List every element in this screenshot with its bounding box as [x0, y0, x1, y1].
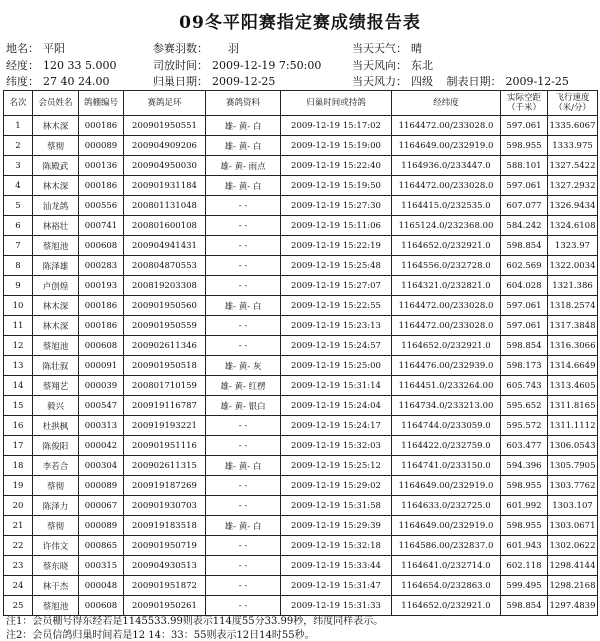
pigeon-info-cell: 雄- 黄- 白 [206, 296, 281, 316]
pigeon-info-cell: 雄- 黄- 白 [206, 136, 281, 156]
loft-number-cell: 000304 [79, 456, 124, 476]
coordinates-cell: 1164586.00/232837.0 [392, 536, 501, 556]
pigeon-info-cell: - - [206, 576, 281, 596]
distance-cell: 594.396 [501, 456, 548, 476]
arrival-time-cell: 2009-12-19 15:11:06 [281, 216, 392, 236]
rank-cell: 21 [4, 516, 33, 536]
coordinates-cell: 1164652.0/232921.0 [392, 596, 501, 616]
speed-cell: 1322.0034 [548, 256, 598, 276]
coordinates-cell: 1164649.00/232919.0 [392, 476, 501, 496]
table-row [4, 336, 598, 356]
ring-number-cell: 200902611315 [124, 456, 206, 476]
table-row [4, 416, 598, 436]
lon-label: 经度： [6, 59, 39, 72]
arrival-time-cell: 2009-12-19 15:23:13 [281, 316, 392, 336]
col-time-header: 归巢时间或持鸽 [281, 91, 392, 116]
arrival-time-cell: 2009-12-19 15:25:12 [281, 456, 392, 476]
ring-number-cell: 200904930513 [124, 556, 206, 576]
arrival-time-cell: 2009-12-19 15:19:50 [281, 176, 392, 196]
ring-number-cell: 200901950559 [124, 316, 206, 336]
loft-number-cell: 000186 [79, 316, 124, 336]
coordinates-cell: 1164321.0/232821.0 [392, 276, 501, 296]
speed-cell: 1335.6067 [548, 116, 598, 136]
distance-cell: 598.955 [501, 516, 548, 536]
distance-cell: 598.955 [501, 476, 548, 496]
close-info [153, 73, 275, 89]
note-2: 注2：会员信鸽归巢时间若是12 14：33：55则表示12日14时55秒。 [6, 630, 315, 641]
lat-label: 纬度： [6, 75, 39, 88]
distance-cell: 598.854 [501, 336, 548, 356]
wind-force-label: 当天风力： [352, 75, 407, 88]
table-row [4, 236, 598, 256]
coordinates-cell: 1164422.0/232759.0 [392, 436, 501, 456]
ring-number-cell: 200901950560 [124, 296, 206, 316]
rank-cell: 3 [4, 156, 33, 176]
ring-number-cell: 200819203308 [124, 276, 206, 296]
pigeon-info-cell: - - [206, 196, 281, 216]
table-row [4, 276, 598, 296]
ring-number-cell: 200801131048 [124, 196, 206, 216]
ring-number-cell: 200901950719 [124, 536, 206, 556]
table-row [4, 476, 598, 496]
rank-cell: 13 [4, 356, 33, 376]
place-info [6, 40, 65, 56]
coordinates-cell: 1164472.00/233028.0 [392, 296, 501, 316]
loft-number-cell: 000048 [79, 576, 124, 596]
arrival-time-cell: 2009-12-19 15:32:03 [281, 436, 392, 456]
loft-number-cell: 000089 [79, 136, 124, 156]
rank-cell: 15 [4, 396, 33, 416]
loft-number-cell: 000089 [79, 516, 124, 536]
lon-value: 120 33 5.000 [43, 59, 117, 72]
pigeon-info-cell: 雄- 黄- 灰 [206, 356, 281, 376]
table-row [4, 536, 598, 556]
col-speed-header: 飞行速度（米/分） [548, 91, 598, 116]
member-name-cell: 蔡旭池 [33, 236, 79, 256]
arrival-time-cell: 2009-12-19 15:25:48 [281, 256, 392, 276]
loft-number-cell: 000067 [79, 496, 124, 516]
rank-cell: 8 [4, 256, 33, 276]
coordinates-cell: 1165124.0/232368.00 [392, 216, 501, 236]
arrival-time-cell: 2009-12-19 15:27:30 [281, 196, 392, 216]
note-1: 注1：会员棚号得东经若是1145533.99则表示114度55分33.99秒，纬度同样表示。 [6, 616, 384, 627]
arrival-time-cell: 2009-12-19 15:33:44 [281, 556, 392, 576]
speed-cell: 1314.6649 [548, 356, 598, 376]
speed-cell: 1303.0671 [548, 516, 598, 536]
table-body [4, 116, 598, 616]
speed-cell: 1303.7762 [548, 476, 598, 496]
table-row [4, 356, 598, 376]
rank-cell: 23 [4, 556, 33, 576]
weather-label: 当天天气： [352, 42, 407, 55]
speed-cell: 1327.2932 [548, 176, 598, 196]
coordinates-cell: 1164741.0/233150.0 [392, 456, 501, 476]
table-row [4, 556, 598, 576]
distance-cell: 597.061 [501, 316, 548, 336]
ring-number-cell: 200904941431 [124, 236, 206, 256]
release-info [153, 57, 321, 73]
release-label: 司放时间： [153, 59, 208, 72]
pigeon-info-cell: - - [206, 256, 281, 276]
ring-number-cell: 200901950551 [124, 116, 206, 136]
table-row [4, 316, 598, 336]
table-row [4, 456, 598, 476]
loft-number-cell: 000865 [79, 536, 124, 556]
col-name-header: 会员姓名 [33, 91, 79, 116]
loft-number-cell: 000313 [79, 416, 124, 436]
coordinates-cell: 1164654.0/232863.0 [392, 576, 501, 596]
arrival-time-cell: 2009-12-19 15:22:19 [281, 236, 392, 256]
col-coord-header: 经纬度 [392, 91, 501, 116]
rank-cell: 9 [4, 276, 33, 296]
table-row [4, 396, 598, 416]
rank-cell: 16 [4, 416, 33, 436]
member-name-cell: 李若合 [33, 456, 79, 476]
table-header-row [4, 91, 598, 116]
arrival-time-cell: 2009-12-19 15:29:02 [281, 476, 392, 496]
member-name-cell: 林木深 [33, 316, 79, 336]
col-rank-header: 名次 [4, 91, 33, 116]
lat-value: 27 40 24.00 [43, 75, 110, 88]
coordinates-cell: 1164744.0/233059.0 [392, 416, 501, 436]
speed-cell: 1323.97 [548, 236, 598, 256]
table-row [4, 136, 598, 156]
coordinates-cell: 1164472.00/233028.0 [392, 116, 501, 136]
ring-number-cell: 200901950261 [124, 596, 206, 616]
member-name-cell: 汕龙鸽 [33, 196, 79, 216]
member-name-cell: 蔡东晓 [33, 556, 79, 576]
distance-cell: 597.061 [501, 296, 548, 316]
ring-number-cell: 200901950518 [124, 356, 206, 376]
rank-cell: 20 [4, 496, 33, 516]
distance-cell: 588.101 [501, 156, 548, 176]
speed-cell: 1306.0543 [548, 436, 598, 456]
close-value: 2009-12-25 [212, 75, 276, 88]
count-info [153, 40, 239, 56]
rank-cell: 25 [4, 596, 33, 616]
pigeon-info-cell: 雄- 黄- 红楞 [206, 376, 281, 396]
pigeon-info-cell: 雄- 黄- 白 [206, 516, 281, 536]
member-name-cell: 陈壮叙 [33, 356, 79, 376]
made-date-label: 制表日期： [446, 75, 502, 88]
distance-cell: 598.854 [501, 596, 548, 616]
table-row [4, 176, 598, 196]
speed-cell: 1324.6108 [548, 216, 598, 236]
table-row [4, 216, 598, 236]
speed-cell: 1321.386 [548, 276, 598, 296]
member-name-cell: 陈殿武 [33, 156, 79, 176]
weather-value: 晴 [411, 42, 422, 55]
ring-number-cell: 200919116787 [124, 396, 206, 416]
wind-dir-label: 当天风向： [352, 59, 407, 72]
speed-cell: 1318.2574 [548, 296, 598, 316]
ring-number-cell: 200804870553 [124, 256, 206, 276]
arrival-time-cell: 2009-12-19 15:24:17 [281, 416, 392, 436]
arrival-time-cell: 2009-12-19 15:24:04 [281, 396, 392, 416]
distance-cell: 601.992 [501, 496, 548, 516]
arrival-time-cell: 2009-12-19 15:27:07 [281, 276, 392, 296]
loft-number-cell: 000283 [79, 256, 124, 276]
wind-force-value: 四级 [411, 75, 433, 88]
member-name-cell: 许伟文 [33, 536, 79, 556]
arrival-time-cell: 2009-12-19 15:31:33 [281, 596, 392, 616]
member-name-cell: 林干杰 [33, 576, 79, 596]
table-row [4, 496, 598, 516]
speed-cell: 1311.8165 [548, 396, 598, 416]
weather-info [352, 40, 422, 56]
rank-cell: 18 [4, 456, 33, 476]
ring-number-cell: 200919183518 [124, 516, 206, 536]
rank-cell: 24 [4, 576, 33, 596]
arrival-time-cell: 2009-12-19 15:25:00 [281, 356, 392, 376]
speed-cell: 1298.4144 [548, 556, 598, 576]
coordinates-cell: 1164451.0/233264.00 [392, 376, 501, 396]
col-ring-header: 赛鸽足环 [124, 91, 206, 116]
distance-cell: 595.652 [501, 396, 548, 416]
arrival-time-cell: 2009-12-19 15:31:58 [281, 496, 392, 516]
coordinates-cell: 1164633.0/232725.0 [392, 496, 501, 516]
count-label: 参赛羽数： [153, 42, 208, 55]
ring-number-cell: 200801710159 [124, 376, 206, 396]
table-row [4, 436, 598, 456]
table-row [4, 256, 598, 276]
table-row [4, 156, 598, 176]
speed-cell: 1316.3066 [548, 336, 598, 356]
speed-cell: 1311.1112 [548, 416, 598, 436]
arrival-time-cell: 2009-12-19 15:22:40 [281, 156, 392, 176]
speed-cell: 1327.5422 [548, 156, 598, 176]
loft-number-cell: 000547 [79, 396, 124, 416]
rank-cell: 4 [4, 176, 33, 196]
ring-number-cell: 200901931184 [124, 176, 206, 196]
table-row [4, 196, 598, 216]
col-loft-header: 鸽棚编号 [79, 91, 124, 116]
col-info-header: 赛鸽资料 [206, 91, 281, 116]
pigeon-info-cell: - - [206, 496, 281, 516]
distance-cell: 597.061 [501, 116, 548, 136]
arrival-time-cell: 2009-12-19 15:31:14 [281, 376, 392, 396]
arrival-time-cell: 2009-12-19 15:17:02 [281, 116, 392, 136]
ring-number-cell: 200901930703 [124, 496, 206, 516]
table-row [4, 296, 598, 316]
pigeon-info-cell: - - [206, 316, 281, 336]
member-name-cell: 林木深 [33, 116, 79, 136]
distance-cell: 598.955 [501, 136, 548, 156]
pigeon-info-cell: - - [206, 536, 281, 556]
member-name-cell: 蔡彻 [33, 476, 79, 496]
member-name-cell: 杜拱枫 [33, 416, 79, 436]
pigeon-info-cell: 雄- 黄- 银白 [206, 396, 281, 416]
speed-cell: 1305.7905 [548, 456, 598, 476]
pigeon-info-cell: - - [206, 336, 281, 356]
wind-dir-value: 东北 [411, 59, 433, 72]
arrival-time-cell: 2009-12-19 15:32:18 [281, 536, 392, 556]
pigeon-info-cell: - - [206, 436, 281, 456]
distance-cell: 598.173 [501, 356, 548, 376]
pigeon-info-cell: - - [206, 236, 281, 256]
member-name-cell: 陈泽雄 [33, 256, 79, 276]
ring-number-cell: 200801600108 [124, 216, 206, 236]
distance-cell: 595.572 [501, 416, 548, 436]
coordinates-cell: 1164734.0/233213.00 [392, 396, 501, 416]
loft-number-cell: 000186 [79, 176, 124, 196]
coordinates-cell: 1164556.0/232728.0 [392, 256, 501, 276]
coordinates-cell: 1164652.0/232921.0 [392, 236, 501, 256]
distance-cell: 584.242 [501, 216, 548, 236]
rank-cell: 22 [4, 536, 33, 556]
speed-cell: 1303.107 [548, 496, 598, 516]
place-value: 平阳 [43, 42, 65, 55]
coordinates-cell: 1164652.0/232921.0 [392, 336, 501, 356]
speed-cell: 1297.4839 [548, 596, 598, 616]
pigeon-info-cell: 雄- 黄- 白 [206, 456, 281, 476]
loft-number-cell: 000042 [79, 436, 124, 456]
member-name-cell: 蔡旭池 [33, 336, 79, 356]
coordinates-cell: 1164649.00/232919.0 [392, 516, 501, 536]
distance-cell: 599.495 [501, 576, 548, 596]
pigeon-info-cell: 雄- 黄- 白 [206, 176, 281, 196]
loft-number-cell: 000608 [79, 336, 124, 356]
loft-number-cell: 000091 [79, 356, 124, 376]
rank-cell: 11 [4, 316, 33, 336]
coordinates-cell: 1164936.0/233447.0 [392, 156, 501, 176]
distance-cell: 607.077 [501, 196, 548, 216]
rank-cell: 5 [4, 196, 33, 216]
pigeon-info-cell: - - [206, 476, 281, 496]
pigeon-info-cell: - - [206, 416, 281, 436]
member-name-cell: 陈俊阳 [33, 436, 79, 456]
loft-number-cell: 000039 [79, 376, 124, 396]
coordinates-cell: 1164476.00/232939.0 [392, 356, 501, 376]
speed-cell: 1333.975 [548, 136, 598, 156]
ring-number-cell: 200904950030 [124, 156, 206, 176]
member-name-cell: 林木深 [33, 296, 79, 316]
loft-number-cell: 000741 [79, 216, 124, 236]
member-name-cell: 蔡翔艺 [33, 376, 79, 396]
rank-cell: 1 [4, 116, 33, 136]
speed-cell: 1298.2168 [548, 576, 598, 596]
pigeon-info-cell: 雄- 黄- 白 [206, 116, 281, 136]
distance-cell: 605.743 [501, 376, 548, 396]
member-name-cell: 卢创煌 [33, 276, 79, 296]
made-date-value: 2009-12-25 [505, 75, 569, 88]
wind-force-info [352, 73, 569, 89]
pigeon-info-cell: - - [206, 556, 281, 576]
coordinates-cell: 1164472.00/233028.0 [392, 176, 501, 196]
member-name-cell: 林裕壮 [33, 216, 79, 236]
loft-number-cell: 000315 [79, 556, 124, 576]
table-row [4, 516, 598, 536]
member-name-cell: 毅兴 [33, 396, 79, 416]
lat-info [6, 73, 109, 89]
loft-number-cell: 000186 [79, 296, 124, 316]
pigeon-info-cell: - - [206, 216, 281, 236]
lon-info [6, 57, 116, 73]
arrival-time-cell: 2009-12-19 15:19:00 [281, 136, 392, 156]
results-table [3, 90, 598, 616]
rank-cell: 17 [4, 436, 33, 456]
pigeon-info-cell: - - [206, 276, 281, 296]
member-name-cell: 蔡旭池 [33, 596, 79, 616]
speed-cell: 1313.4605 [548, 376, 598, 396]
ring-number-cell: 200919187269 [124, 476, 206, 496]
distance-cell: 604.028 [501, 276, 548, 296]
loft-number-cell: 000608 [79, 236, 124, 256]
count-value: 羽 [228, 42, 239, 55]
distance-cell: 602.118 [501, 556, 548, 576]
distance-cell: 602.569 [501, 256, 548, 276]
ring-number-cell: 200904909206 [124, 136, 206, 156]
ring-number-cell: 200902611346 [124, 336, 206, 356]
coordinates-cell: 1164415.0/232535.0 [392, 196, 501, 216]
loft-number-cell: 000608 [79, 596, 124, 616]
wind-dir-info [352, 57, 433, 73]
arrival-time-cell: 2009-12-19 15:29:39 [281, 516, 392, 536]
distance-cell: 603.477 [501, 436, 548, 456]
member-name-cell: 蔡彻 [33, 136, 79, 156]
ring-number-cell: 200919193221 [124, 416, 206, 436]
col-dist-header: 实际空距（千米） [501, 91, 548, 116]
arrival-time-cell: 2009-12-19 15:22:55 [281, 296, 392, 316]
arrival-time-cell: 2009-12-19 15:31:47 [281, 576, 392, 596]
table-row [4, 376, 598, 396]
coordinates-cell: 1164472.00/233028.0 [392, 316, 501, 336]
distance-cell: 601.943 [501, 536, 548, 556]
table-row [4, 116, 598, 136]
speed-cell: 1302.0622 [548, 536, 598, 556]
rank-cell: 12 [4, 336, 33, 356]
speed-cell: 1317.3848 [548, 316, 598, 336]
pigeon-info-cell: - - [206, 596, 281, 616]
arrival-time-cell: 2009-12-19 15:24:57 [281, 336, 392, 356]
member-name-cell: 蔡彻 [33, 516, 79, 536]
rank-cell: 19 [4, 476, 33, 496]
rank-cell: 2 [4, 136, 33, 156]
distance-cell: 598.854 [501, 236, 548, 256]
ring-number-cell: 200901951872 [124, 576, 206, 596]
table-row [4, 576, 598, 596]
report-title: 09冬平阳赛指定赛成绩报告表 [179, 13, 421, 33]
rank-cell: 7 [4, 236, 33, 256]
ring-number-cell: 200901951116 [124, 436, 206, 456]
loft-number-cell: 000556 [79, 196, 124, 216]
member-name-cell: 陈泽力 [33, 496, 79, 516]
close-label: 归巢日期： [153, 75, 208, 88]
loft-number-cell: 000186 [79, 116, 124, 136]
loft-number-cell: 000136 [79, 156, 124, 176]
coordinates-cell: 1164641.0/232714.0 [392, 556, 501, 576]
rank-cell: 14 [4, 376, 33, 396]
distance-cell: 597.061 [501, 176, 548, 196]
rank-cell: 10 [4, 296, 33, 316]
loft-number-cell: 000089 [79, 476, 124, 496]
rank-cell: 6 [4, 216, 33, 236]
pigeon-info-cell: 雄- 黄- 雨点 [206, 156, 281, 176]
loft-number-cell: 000193 [79, 276, 124, 296]
coordinates-cell: 1164649.00/232919.0 [392, 136, 501, 156]
speed-cell: 1326.9434 [548, 196, 598, 216]
place-label: 地名： [6, 42, 39, 55]
member-name-cell: 林木深 [33, 176, 79, 196]
release-value: 2009-12-19 7:50:00 [212, 59, 322, 72]
